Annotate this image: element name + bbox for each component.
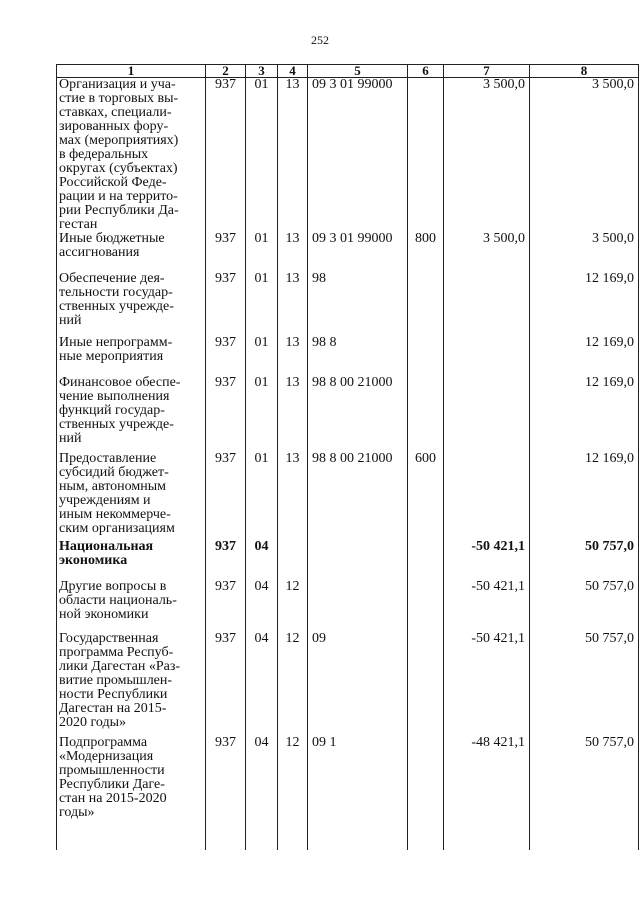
cell-amount-total: 12 169,0: [530, 376, 639, 452]
cell-chapter: 937: [206, 232, 246, 272]
cell-amount-change: -48 421,1: [444, 736, 530, 850]
cell-amount-total: 50 757,0: [530, 540, 639, 580]
table-row: [57, 452, 639, 540]
cell-subsection: 13: [278, 232, 308, 272]
cell-subsection: 13: [278, 376, 308, 452]
cell-target-article: 98: [308, 272, 408, 336]
cell-amount-total: 50 757,0: [530, 632, 639, 736]
cell-target-article: 09 3 01 99000: [308, 232, 408, 272]
cell-target-article: [308, 580, 408, 632]
cell-section: 04: [246, 580, 278, 632]
cell-subsection: 12: [278, 580, 308, 632]
cell-section: 04: [246, 632, 278, 736]
cell-chapter: 937: [206, 632, 246, 736]
cell-expense-type: [408, 736, 444, 850]
cell-expense-type: [408, 272, 444, 336]
table-row: [57, 580, 639, 632]
cell-target-article: 98 8 00 21000: [308, 376, 408, 452]
cell-amount-total: 50 757,0: [530, 580, 639, 632]
cell-expense-type: [408, 376, 444, 452]
row-name: Организация и уча- стие в торговых вы- ставках, специали- зированных фору- мах (мероприятиях) в федеральных округах (субъектах) Российской Феде- рации и на террито- рии Республики Да- гестан: [57, 78, 206, 233]
cell-section: 01: [246, 272, 278, 336]
cell-chapter: 937: [206, 78, 246, 233]
table-row: [57, 376, 639, 452]
cell-amount-total: 3 500,0: [530, 232, 639, 272]
row-name: Финансовое обеспе- чение выполнения функций государ- ственных учрежде- ний: [57, 376, 206, 452]
cell-expense-type: [408, 336, 444, 376]
cell-amount-total: 3 500,0: [530, 78, 639, 233]
cell-chapter: 937: [206, 452, 246, 540]
cell-chapter: 937: [206, 336, 246, 376]
cell-target-article: 98 8 00 21000: [308, 452, 408, 540]
budget-table: [56, 64, 639, 850]
cell-target-article: 98 8: [308, 336, 408, 376]
row-name: Предоставление субсидий бюджет- ным, автономным учреждениям и иным некоммерче- ским организациям: [57, 452, 206, 540]
cell-chapter: 937: [206, 580, 246, 632]
cell-amount-change: [444, 272, 530, 336]
table-row: [57, 336, 639, 376]
cell-section: 01: [246, 232, 278, 272]
cell-expense-type: 600: [408, 452, 444, 540]
cell-section: 01: [246, 376, 278, 452]
cell-expense-type: [408, 632, 444, 736]
cell-expense-type: [408, 540, 444, 580]
cell-subsection: 13: [278, 336, 308, 376]
table-row: [57, 540, 639, 580]
cell-amount-change: 3 500,0: [444, 78, 530, 233]
table-row: [57, 232, 639, 272]
row-name: Обеспечение дея- тельности государ- ственных учрежде- ний: [57, 272, 206, 336]
cell-amount-change: [444, 336, 530, 376]
column-header-5: 5: [308, 65, 408, 78]
cell-amount-change: -50 421,1: [444, 632, 530, 736]
cell-subsection: [278, 540, 308, 580]
cell-amount-change: 3 500,0: [444, 232, 530, 272]
cell-amount-total: 12 169,0: [530, 336, 639, 376]
cell-expense-type: [408, 580, 444, 632]
cell-target-article: 09 1: [308, 736, 408, 850]
table-row: [57, 272, 639, 336]
column-header-3: 3: [246, 65, 278, 78]
cell-chapter: 937: [206, 736, 246, 850]
cell-chapter: 937: [206, 540, 246, 580]
column-header-6: 6: [408, 65, 444, 78]
table-row: [57, 632, 639, 736]
row-name: Другие вопросы в области националь- ной экономики: [57, 580, 206, 632]
cell-expense-type: 800: [408, 232, 444, 272]
column-header-7: 7: [444, 65, 530, 78]
row-name: Иные непрограмм- ные мероприятия: [57, 336, 206, 376]
column-header-8: 8: [530, 65, 639, 78]
cell-amount-change: -50 421,1: [444, 540, 530, 580]
column-header-1: 1: [57, 65, 206, 78]
cell-target-article: [308, 540, 408, 580]
row-name: Государственная программа Респуб- лики Дагестан «Раз- витие промышлен- ности Республики Дагестан на 2015- 2020 годы»: [57, 632, 206, 736]
cell-subsection: 12: [278, 632, 308, 736]
cell-subsection: 13: [278, 78, 308, 233]
cell-target-article: 09 3 01 99000: [308, 78, 408, 233]
row-name: Национальная экономика: [57, 540, 206, 580]
cell-subsection: 13: [278, 452, 308, 540]
cell-section: 01: [246, 78, 278, 233]
header-row: [57, 65, 639, 78]
cell-amount-change: [444, 452, 530, 540]
cell-amount-total: 50 757,0: [530, 736, 639, 850]
cell-section: 01: [246, 452, 278, 540]
cell-subsection: 13: [278, 272, 308, 336]
page-number: 252: [311, 33, 329, 47]
cell-amount-total: 12 169,0: [530, 452, 639, 540]
cell-section: 04: [246, 540, 278, 580]
row-name: Подпрограмма «Модернизация промышленности Республики Даге- стан на 2015-2020 годы»: [57, 736, 206, 850]
cell-chapter: 937: [206, 376, 246, 452]
cell-section: 04: [246, 736, 278, 850]
cell-amount-total: 12 169,0: [530, 272, 639, 336]
cell-amount-change: [444, 376, 530, 452]
cell-subsection: 12: [278, 736, 308, 850]
column-header-4: 4: [278, 65, 308, 78]
table-row: [57, 78, 639, 233]
cell-target-article: 09: [308, 632, 408, 736]
cell-chapter: 937: [206, 272, 246, 336]
cell-section: 01: [246, 336, 278, 376]
column-header-2: 2: [206, 65, 246, 78]
cell-expense-type: [408, 78, 444, 233]
row-name: Иные бюджетные ассигнования: [57, 232, 206, 272]
table-row: [57, 736, 639, 850]
cell-amount-change: -50 421,1: [444, 580, 530, 632]
